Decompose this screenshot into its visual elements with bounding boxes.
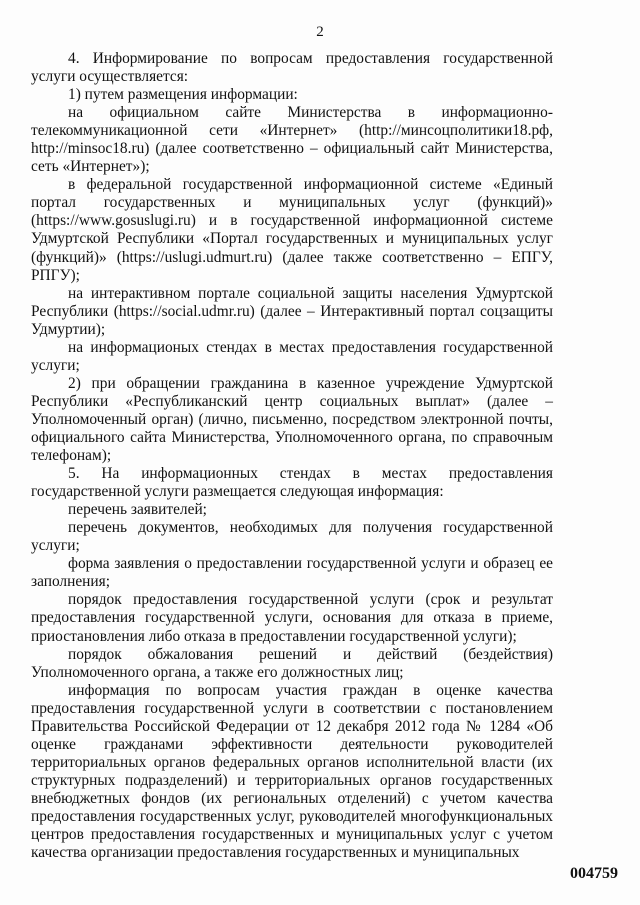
paragraph-quality-assessment: информация по вопросам участия граждан в оценке качества предоставления государственной услуги в соответствии с постановлением Правительства Российской Федерации от 12 декабря 2012 года № 1284 «Об оценке гражданами эффективности деятельности руководителей территориальных органов федеральных органов исполнительной власти (их структурных подразделений) и территориальных органов государственных внебюджетных фондов (их региональных отделений) с учетом качества предоставления государственных услуг, руководителей многофункциональных центров предоставления государственных и муниципальных услуг с учетом качества организации предоставления государственных и муниципальных: [31, 681, 553, 862]
paragraph-appeal: порядок обжалования решений и действий (бездействия) Уполномоченного органа, а также его должностных лиц;: [31, 645, 553, 681]
paragraph-info-stands: на информационых стендах в местах предоставления государственной услуги;: [31, 338, 553, 374]
paragraph-documents-list: перечень документов, необходимых для получения государственной услуги;: [31, 519, 553, 555]
paragraph-item-4: 4. Информирование по вопросам предоставления государственной услуги осуществляется:: [31, 50, 553, 86]
paragraph-application-form: форма заявления о предоставлении государственной услуги и образец ее заполнения;: [31, 555, 553, 591]
paragraph-epgu-rpgu: в федеральной государственной информационной системе «Единый портал государственных и муниципальных услуг (функций)» (https://www.gosuslugi.ru) и в государственной информационной системе Удмуртской Республики «Портал государственных и муниципальных услуг (функций)» (https://uslugi.udmurt.ru) (далее также соответственно – ЕПГУ, РПГУ);: [31, 176, 553, 284]
paragraph-subitem-2: 2) при обращении гражданина в казенное учреждение Удмуртской Республики «Республиканский центр социальных выплат» (далее – Уполномоченный орган) (лично, письменно, посредством электронной почты, официального сайта Министерства, Уполномоченного органа, по справочным телефонам);: [31, 374, 553, 465]
paragraph-item-5: 5. На информационных стендах в местах предоставления государственной услуги размещается следующая информация:: [31, 465, 553, 501]
paragraph-applicants-list: перечень заявителей;: [68, 501, 207, 519]
document-body: [31, 50, 553, 862]
paragraph-subitem-1: 1) путем размещения информации:: [68, 86, 298, 104]
document-code: 004759: [570, 865, 618, 882]
paragraph-procedure: порядок предоставления государственной услуги (срок и результат предоставления государственной услуги, основания для отказа в приеме, приостановления либо отказа в предоставлении государственной услуги);: [31, 591, 553, 645]
page-number: 2: [316, 24, 324, 40]
paragraph-official-site: на официальном сайте Министерства в информационно-телекоммуникационной сети «Интернет» (http://минсоцполитики18.рф, http://minsoc18.ru) (далее соответственно – официальный сайт Министерства, сеть «Интернет»);: [31, 104, 553, 176]
paragraph-interactive-portal: на интерактивном портале социальной защиты населения Удмуртской Республики (https://social.udmr.ru) (далее – Интерактивный портал соцзащиты Удмуртии);: [31, 284, 553, 338]
